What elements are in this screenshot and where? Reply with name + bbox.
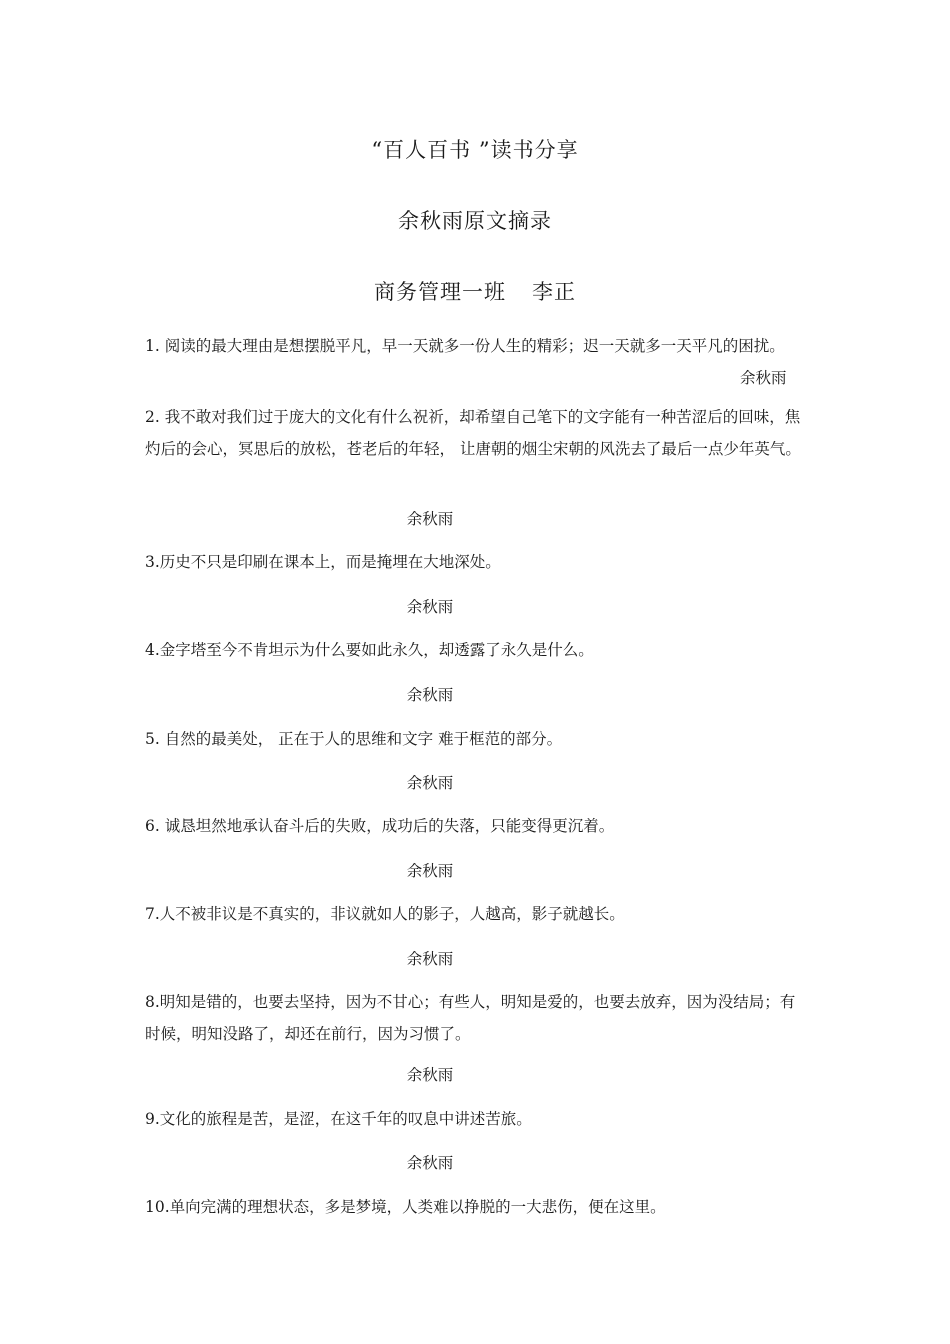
quote-author: 余秋雨 bbox=[406, 510, 454, 528]
quote-6 bbox=[145, 810, 807, 842]
quote-5 bbox=[145, 723, 807, 755]
quote-text: 9.文化的旅程是苦，是涩，在这千年的叹息中讲述苦旅。 bbox=[145, 1110, 532, 1128]
quote-author: 余秋雨 bbox=[406, 686, 454, 704]
author-line bbox=[0, 276, 950, 306]
quote-1 bbox=[145, 330, 807, 362]
document-subtitle: 余秋雨原文摘录 bbox=[398, 209, 552, 233]
quote-text: 1. 阅读的最大理由是想摆脱平凡，早一天就多一份人生的精彩；迟一天就多一天平凡的困扰。 bbox=[145, 337, 785, 355]
quote-author: 余秋雨 bbox=[406, 950, 454, 968]
quote-author: 余秋雨 bbox=[406, 598, 454, 616]
quote-text: 2. 我不敢对我们过于庞大的文化有什么祝祈，却希望自己笔下的文字能有一种苦涩后的回味，焦灼后的会心，冥思后的放松，苍老后的年轻， 让唐朝的烟尘宋朝的风洗去了最后一点少年英气。 bbox=[145, 408, 801, 458]
quote-2 bbox=[145, 401, 807, 465]
quote-9 bbox=[145, 1103, 807, 1135]
quote-8 bbox=[145, 986, 807, 1050]
quote-text: 10.单向完满的理想状态，多是梦境，人类难以挣脱的一大悲伤，便在这里。 bbox=[145, 1198, 666, 1216]
quote-4 bbox=[145, 634, 807, 666]
class-name: 商务管理一班 bbox=[374, 280, 506, 304]
quote-author: 余秋雨 bbox=[406, 774, 454, 792]
quote-author: 余秋雨 bbox=[406, 1154, 454, 1172]
quote-author: 余秋雨 bbox=[406, 862, 454, 880]
quote-author: 余秋雨 bbox=[406, 1066, 454, 1084]
quote-text: 5. 自然的最美处， 正在于人的思维和文字 难于框范的部分。 bbox=[145, 730, 563, 748]
quote-text: 7.人不被非议是不真实的，非议就如人的影子，人越高，影子就越长。 bbox=[145, 905, 625, 923]
quote-text: 4.金字塔至今不肯坦示为什么要如此永久，却透露了永久是什么。 bbox=[145, 641, 594, 659]
student-name: 李正 bbox=[532, 280, 576, 304]
quote-text: 8.明知是错的，也要去坚持，因为不甘心；有些人，明知是爱的，也要去放弃，因为没结局；有时候，明知没路了，却还在前行，因为习惯了。 bbox=[145, 993, 796, 1043]
quote-10 bbox=[145, 1191, 807, 1223]
quote-7 bbox=[145, 898, 807, 930]
quote-3 bbox=[145, 546, 807, 578]
quote-text: 3.历史不只是印刷在课本上，而是掩埋在大地深处。 bbox=[145, 553, 501, 571]
document-title: “百人百书 ”读书分享 bbox=[371, 138, 579, 162]
quote-text: 6. 诚恳坦然地承认奋斗后的失败，成功后的失落，只能变得更沉着。 bbox=[145, 817, 615, 835]
quote-author: 余秋雨 bbox=[740, 369, 787, 387]
